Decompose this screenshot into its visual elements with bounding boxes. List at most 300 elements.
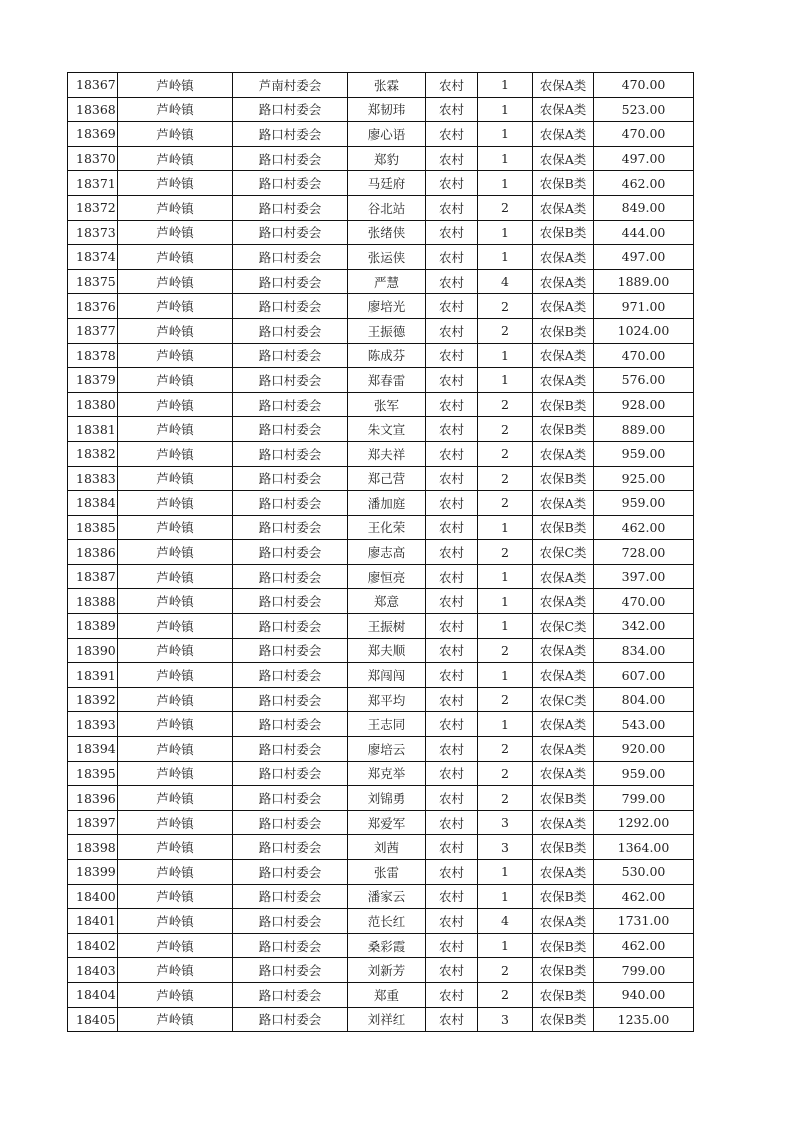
area-type-cell: 农村 <box>426 540 478 565</box>
table-row <box>68 146 694 171</box>
person-name-cell: 王志同 <box>348 712 426 737</box>
village-committee-cell: 路口村委会 <box>233 564 348 589</box>
town-cell: 芦岭镇 <box>118 368 233 393</box>
insurance-category-cell: 农保C类 <box>533 540 594 565</box>
household-count-cell: 2 <box>478 392 533 417</box>
record-id-cell: 18388 <box>68 589 118 614</box>
area-type-cell: 农村 <box>426 195 478 220</box>
person-name-cell: 刘茜 <box>348 835 426 860</box>
area-type-cell: 农村 <box>426 835 478 860</box>
table-row <box>68 933 694 958</box>
insurance-category-cell: 农保B类 <box>533 318 594 343</box>
household-count-cell: 1 <box>478 343 533 368</box>
area-type-cell: 农村 <box>426 491 478 516</box>
area-type-cell: 农村 <box>426 441 478 466</box>
record-id-cell: 18405 <box>68 1007 118 1032</box>
person-name-cell: 郑平均 <box>348 687 426 712</box>
town-cell: 芦岭镇 <box>118 564 233 589</box>
village-committee-cell: 路口村委会 <box>233 171 348 196</box>
table-row <box>68 638 694 663</box>
insurance-category-cell: 农保A类 <box>533 73 594 98</box>
village-committee-cell: 路口村委会 <box>233 195 348 220</box>
village-committee-cell: 路口村委会 <box>233 614 348 639</box>
insurance-category-cell: 农保C类 <box>533 687 594 712</box>
town-cell: 芦岭镇 <box>118 860 233 885</box>
town-cell: 芦岭镇 <box>118 466 233 491</box>
table-row <box>68 982 694 1007</box>
area-type-cell: 农村 <box>426 146 478 171</box>
record-id-cell: 18372 <box>68 195 118 220</box>
insurance-category-cell: 农保B类 <box>533 466 594 491</box>
person-name-cell: 潘加庭 <box>348 491 426 516</box>
amount-cell: 928.00 <box>594 392 694 417</box>
town-cell: 芦岭镇 <box>118 515 233 540</box>
person-name-cell: 郑豹 <box>348 146 426 171</box>
village-committee-cell: 路口村委会 <box>233 515 348 540</box>
insurance-category-cell: 农保B类 <box>533 171 594 196</box>
area-type-cell: 农村 <box>426 220 478 245</box>
town-cell: 芦岭镇 <box>118 294 233 319</box>
amount-cell: 530.00 <box>594 860 694 885</box>
village-committee-cell: 路口村委会 <box>233 884 348 909</box>
household-count-cell: 2 <box>478 466 533 491</box>
record-id-cell: 18373 <box>68 220 118 245</box>
record-id-cell: 18401 <box>68 909 118 934</box>
area-type-cell: 农村 <box>426 663 478 688</box>
record-id-cell: 18380 <box>68 392 118 417</box>
household-count-cell: 3 <box>478 1007 533 1032</box>
person-name-cell: 张运侠 <box>348 245 426 270</box>
amount-cell: 959.00 <box>594 441 694 466</box>
town-cell: 芦岭镇 <box>118 786 233 811</box>
table-row <box>68 195 694 220</box>
village-committee-cell: 路口村委会 <box>233 958 348 983</box>
town-cell: 芦岭镇 <box>118 245 233 270</box>
village-committee-cell: 芦南村委会 <box>233 73 348 98</box>
record-id-cell: 18402 <box>68 933 118 958</box>
insurance-category-cell: 农保A类 <box>533 195 594 220</box>
town-cell: 芦岭镇 <box>118 540 233 565</box>
table-row <box>68 786 694 811</box>
insurance-category-cell: 农保B类 <box>533 933 594 958</box>
household-count-cell: 2 <box>478 491 533 516</box>
amount-cell: 834.00 <box>594 638 694 663</box>
household-count-cell: 1 <box>478 712 533 737</box>
village-committee-cell: 路口村委会 <box>233 491 348 516</box>
record-id-cell: 18384 <box>68 491 118 516</box>
insurance-category-cell: 农保A类 <box>533 638 594 663</box>
person-name-cell: 马廷府 <box>348 171 426 196</box>
village-committee-cell: 路口村委会 <box>233 786 348 811</box>
household-count-cell: 1 <box>478 564 533 589</box>
amount-cell: 925.00 <box>594 466 694 491</box>
village-committee-cell: 路口村委会 <box>233 97 348 122</box>
village-committee-cell: 路口村委会 <box>233 810 348 835</box>
area-type-cell: 农村 <box>426 269 478 294</box>
person-name-cell: 范长红 <box>348 909 426 934</box>
town-cell: 芦岭镇 <box>118 761 233 786</box>
insurance-category-cell: 农保A类 <box>533 368 594 393</box>
insurance-category-cell: 农保B类 <box>533 884 594 909</box>
town-cell: 芦岭镇 <box>118 687 233 712</box>
village-committee-cell: 路口村委会 <box>233 343 348 368</box>
household-count-cell: 1 <box>478 122 533 147</box>
person-name-cell: 谷北站 <box>348 195 426 220</box>
table-row <box>68 1007 694 1032</box>
household-count-cell: 1 <box>478 663 533 688</box>
insurance-category-cell: 农保A类 <box>533 245 594 270</box>
record-id-cell: 18386 <box>68 540 118 565</box>
town-cell: 芦岭镇 <box>118 220 233 245</box>
amount-cell: 1731.00 <box>594 909 694 934</box>
record-id-cell: 18374 <box>68 245 118 270</box>
village-committee-cell: 路口村委会 <box>233 1007 348 1032</box>
area-type-cell: 农村 <box>426 171 478 196</box>
amount-cell: 543.00 <box>594 712 694 737</box>
insurance-category-cell: 农保B类 <box>533 392 594 417</box>
table-row <box>68 687 694 712</box>
record-id-cell: 18382 <box>68 441 118 466</box>
table-row <box>68 614 694 639</box>
table-row <box>68 269 694 294</box>
table-row <box>68 810 694 835</box>
amount-cell: 470.00 <box>594 122 694 147</box>
town-cell: 芦岭镇 <box>118 1007 233 1032</box>
town-cell: 芦岭镇 <box>118 146 233 171</box>
person-name-cell: 朱文宣 <box>348 417 426 442</box>
town-cell: 芦岭镇 <box>118 737 233 762</box>
household-count-cell: 2 <box>478 294 533 319</box>
village-committee-cell: 路口村委会 <box>233 245 348 270</box>
village-committee-cell: 路口村委会 <box>233 466 348 491</box>
record-id-cell: 18379 <box>68 368 118 393</box>
village-committee-cell: 路口村委会 <box>233 687 348 712</box>
town-cell: 芦岭镇 <box>118 122 233 147</box>
person-name-cell: 郑春雷 <box>348 368 426 393</box>
table-row <box>68 761 694 786</box>
insurance-category-cell: 农保B类 <box>533 417 594 442</box>
table-row <box>68 860 694 885</box>
area-type-cell: 农村 <box>426 687 478 712</box>
person-name-cell: 陈成芬 <box>348 343 426 368</box>
amount-cell: 497.00 <box>594 245 694 270</box>
household-count-cell: 1 <box>478 146 533 171</box>
area-type-cell: 农村 <box>426 392 478 417</box>
table-row <box>68 958 694 983</box>
table-row <box>68 343 694 368</box>
record-id-cell: 18396 <box>68 786 118 811</box>
record-id-cell: 18389 <box>68 614 118 639</box>
town-cell: 芦岭镇 <box>118 933 233 958</box>
person-name-cell: 郑重 <box>348 982 426 1007</box>
insurance-category-cell: 农保A类 <box>533 564 594 589</box>
town-cell: 芦岭镇 <box>118 269 233 294</box>
village-committee-cell: 路口村委会 <box>233 638 348 663</box>
village-committee-cell: 路口村委会 <box>233 982 348 1007</box>
area-type-cell: 农村 <box>426 761 478 786</box>
area-type-cell: 农村 <box>426 97 478 122</box>
person-name-cell: 刘祥红 <box>348 1007 426 1032</box>
household-count-cell: 4 <box>478 269 533 294</box>
table-row <box>68 491 694 516</box>
insurance-category-cell: 农保A类 <box>533 146 594 171</box>
town-cell: 芦岭镇 <box>118 392 233 417</box>
amount-cell: 444.00 <box>594 220 694 245</box>
record-id-cell: 18394 <box>68 737 118 762</box>
area-type-cell: 农村 <box>426 318 478 343</box>
village-committee-cell: 路口村委会 <box>233 318 348 343</box>
amount-cell: 462.00 <box>594 933 694 958</box>
insurance-category-cell: 农保A类 <box>533 589 594 614</box>
insurance-category-cell: 农保A类 <box>533 810 594 835</box>
village-committee-cell: 路口村委会 <box>233 441 348 466</box>
household-count-cell: 2 <box>478 195 533 220</box>
table-row <box>68 884 694 909</box>
record-id-cell: 18393 <box>68 712 118 737</box>
area-type-cell: 农村 <box>426 417 478 442</box>
village-committee-cell: 路口村委会 <box>233 737 348 762</box>
person-name-cell: 王振德 <box>348 318 426 343</box>
person-name-cell: 郑意 <box>348 589 426 614</box>
table-body <box>68 73 694 1032</box>
amount-cell: 940.00 <box>594 982 694 1007</box>
area-type-cell: 农村 <box>426 909 478 934</box>
insurance-category-cell: 农保C类 <box>533 614 594 639</box>
town-cell: 芦岭镇 <box>118 712 233 737</box>
insurance-category-cell: 农保A类 <box>533 294 594 319</box>
person-name-cell: 桑彩霞 <box>348 933 426 958</box>
record-id-cell: 18387 <box>68 564 118 589</box>
household-count-cell: 1 <box>478 884 533 909</box>
area-type-cell: 农村 <box>426 786 478 811</box>
amount-cell: 799.00 <box>594 786 694 811</box>
table-row <box>68 368 694 393</box>
area-type-cell: 农村 <box>426 1007 478 1032</box>
table-row <box>68 712 694 737</box>
town-cell: 芦岭镇 <box>118 441 233 466</box>
village-committee-cell: 路口村委会 <box>233 392 348 417</box>
insurance-category-cell: 农保A类 <box>533 712 594 737</box>
table-row <box>68 392 694 417</box>
amount-cell: 1292.00 <box>594 810 694 835</box>
village-committee-cell: 路口村委会 <box>233 835 348 860</box>
insurance-category-cell: 农保B类 <box>533 958 594 983</box>
area-type-cell: 农村 <box>426 614 478 639</box>
record-id-cell: 18395 <box>68 761 118 786</box>
amount-cell: 462.00 <box>594 171 694 196</box>
household-count-cell: 1 <box>478 515 533 540</box>
amount-cell: 971.00 <box>594 294 694 319</box>
person-name-cell: 张绪侠 <box>348 220 426 245</box>
table-row <box>68 835 694 860</box>
person-name-cell: 郑夫顺 <box>348 638 426 663</box>
area-type-cell: 农村 <box>426 515 478 540</box>
person-name-cell: 廖培云 <box>348 737 426 762</box>
household-count-cell: 2 <box>478 761 533 786</box>
area-type-cell: 农村 <box>426 958 478 983</box>
amount-cell: 462.00 <box>594 884 694 909</box>
household-count-cell: 2 <box>478 417 533 442</box>
record-id-cell: 18367 <box>68 73 118 98</box>
area-type-cell: 农村 <box>426 737 478 762</box>
amount-cell: 959.00 <box>594 761 694 786</box>
person-name-cell: 廖恒亮 <box>348 564 426 589</box>
record-id-cell: 18381 <box>68 417 118 442</box>
town-cell: 芦岭镇 <box>118 417 233 442</box>
insurance-category-cell: 农保B类 <box>533 515 594 540</box>
table-row <box>68 441 694 466</box>
amount-cell: 397.00 <box>594 564 694 589</box>
town-cell: 芦岭镇 <box>118 491 233 516</box>
person-name-cell: 王化荣 <box>348 515 426 540</box>
household-count-cell: 2 <box>478 958 533 983</box>
household-count-cell: 2 <box>478 786 533 811</box>
town-cell: 芦岭镇 <box>118 318 233 343</box>
area-type-cell: 农村 <box>426 933 478 958</box>
record-id-cell: 18400 <box>68 884 118 909</box>
amount-cell: 1889.00 <box>594 269 694 294</box>
person-name-cell: 郑爱军 <box>348 810 426 835</box>
area-type-cell: 农村 <box>426 860 478 885</box>
household-count-cell: 2 <box>478 638 533 663</box>
record-id-cell: 18398 <box>68 835 118 860</box>
insurance-category-cell: 农保A类 <box>533 860 594 885</box>
town-cell: 芦岭镇 <box>118 589 233 614</box>
person-name-cell: 王振树 <box>348 614 426 639</box>
amount-cell: 920.00 <box>594 737 694 762</box>
person-name-cell: 郑克举 <box>348 761 426 786</box>
insurance-category-cell: 农保A类 <box>533 97 594 122</box>
household-count-cell: 2 <box>478 687 533 712</box>
village-committee-cell: 路口村委会 <box>233 220 348 245</box>
town-cell: 芦岭镇 <box>118 195 233 220</box>
person-name-cell: 潘家云 <box>348 884 426 909</box>
insurance-category-cell: 农保A类 <box>533 737 594 762</box>
area-type-cell: 农村 <box>426 73 478 98</box>
village-committee-cell: 路口村委会 <box>233 761 348 786</box>
table-row <box>68 737 694 762</box>
record-id-cell: 18385 <box>68 515 118 540</box>
amount-cell: 799.00 <box>594 958 694 983</box>
person-name-cell: 廖心语 <box>348 122 426 147</box>
person-name-cell: 刘新芳 <box>348 958 426 983</box>
amount-cell: 470.00 <box>594 73 694 98</box>
table-row <box>68 466 694 491</box>
amount-cell: 1364.00 <box>594 835 694 860</box>
area-type-cell: 农村 <box>426 810 478 835</box>
household-count-cell: 2 <box>478 318 533 343</box>
amount-cell: 849.00 <box>594 195 694 220</box>
record-id-cell: 18404 <box>68 982 118 1007</box>
town-cell: 芦岭镇 <box>118 909 233 934</box>
town-cell: 芦岭镇 <box>118 958 233 983</box>
village-committee-cell: 路口村委会 <box>233 269 348 294</box>
village-committee-cell: 路口村委会 <box>233 122 348 147</box>
record-id-cell: 18369 <box>68 122 118 147</box>
table-row <box>68 122 694 147</box>
record-id-cell: 18378 <box>68 343 118 368</box>
record-id-cell: 18392 <box>68 687 118 712</box>
town-cell: 芦岭镇 <box>118 73 233 98</box>
table-row <box>68 318 694 343</box>
area-type-cell: 农村 <box>426 343 478 368</box>
record-id-cell: 18368 <box>68 97 118 122</box>
area-type-cell: 农村 <box>426 122 478 147</box>
record-id-cell: 18397 <box>68 810 118 835</box>
table-row <box>68 245 694 270</box>
village-committee-cell: 路口村委会 <box>233 663 348 688</box>
household-count-cell: 1 <box>478 171 533 196</box>
amount-cell: 1024.00 <box>594 318 694 343</box>
amount-cell: 607.00 <box>594 663 694 688</box>
insurance-category-cell: 农保A类 <box>533 761 594 786</box>
area-type-cell: 农村 <box>426 638 478 663</box>
village-committee-cell: 路口村委会 <box>233 933 348 958</box>
household-count-cell: 1 <box>478 614 533 639</box>
insurance-category-cell: 农保A类 <box>533 441 594 466</box>
village-committee-cell: 路口村委会 <box>233 368 348 393</box>
insurance-category-cell: 农保A类 <box>533 909 594 934</box>
area-type-cell: 农村 <box>426 245 478 270</box>
area-type-cell: 农村 <box>426 564 478 589</box>
insurance-category-cell: 农保A类 <box>533 269 594 294</box>
amount-cell: 342.00 <box>594 614 694 639</box>
record-id-cell: 18390 <box>68 638 118 663</box>
insurance-category-cell: 农保B类 <box>533 982 594 1007</box>
area-type-cell: 农村 <box>426 368 478 393</box>
area-type-cell: 农村 <box>426 589 478 614</box>
insurance-category-cell: 农保A类 <box>533 122 594 147</box>
town-cell: 芦岭镇 <box>118 810 233 835</box>
person-name-cell: 严慧 <box>348 269 426 294</box>
record-id-cell: 18375 <box>68 269 118 294</box>
village-committee-cell: 路口村委会 <box>233 417 348 442</box>
insurance-category-cell: 农保B类 <box>533 220 594 245</box>
amount-cell: 1235.00 <box>594 1007 694 1032</box>
record-id-cell: 18403 <box>68 958 118 983</box>
household-count-cell: 1 <box>478 220 533 245</box>
town-cell: 芦岭镇 <box>118 663 233 688</box>
town-cell: 芦岭镇 <box>118 97 233 122</box>
household-count-cell: 2 <box>478 441 533 466</box>
town-cell: 芦岭镇 <box>118 982 233 1007</box>
town-cell: 芦岭镇 <box>118 171 233 196</box>
insurance-category-cell: 农保A类 <box>533 663 594 688</box>
town-cell: 芦岭镇 <box>118 638 233 663</box>
household-count-cell: 4 <box>478 909 533 934</box>
table-row <box>68 73 694 98</box>
household-count-cell: 1 <box>478 860 533 885</box>
person-name-cell: 刘锦勇 <box>348 786 426 811</box>
record-id-cell: 18383 <box>68 466 118 491</box>
household-count-cell: 1 <box>478 368 533 393</box>
person-name-cell: 张霖 <box>348 73 426 98</box>
town-cell: 芦岭镇 <box>118 343 233 368</box>
record-id-cell: 18376 <box>68 294 118 319</box>
town-cell: 芦岭镇 <box>118 614 233 639</box>
person-name-cell: 廖培光 <box>348 294 426 319</box>
table-row <box>68 294 694 319</box>
amount-cell: 959.00 <box>594 491 694 516</box>
area-type-cell: 农村 <box>426 294 478 319</box>
amount-cell: 497.00 <box>594 146 694 171</box>
subsidy-table <box>67 72 694 1032</box>
insurance-category-cell: 农保B类 <box>533 1007 594 1032</box>
amount-cell: 470.00 <box>594 589 694 614</box>
household-count-cell: 1 <box>478 589 533 614</box>
record-id-cell: 18391 <box>68 663 118 688</box>
amount-cell: 462.00 <box>594 515 694 540</box>
